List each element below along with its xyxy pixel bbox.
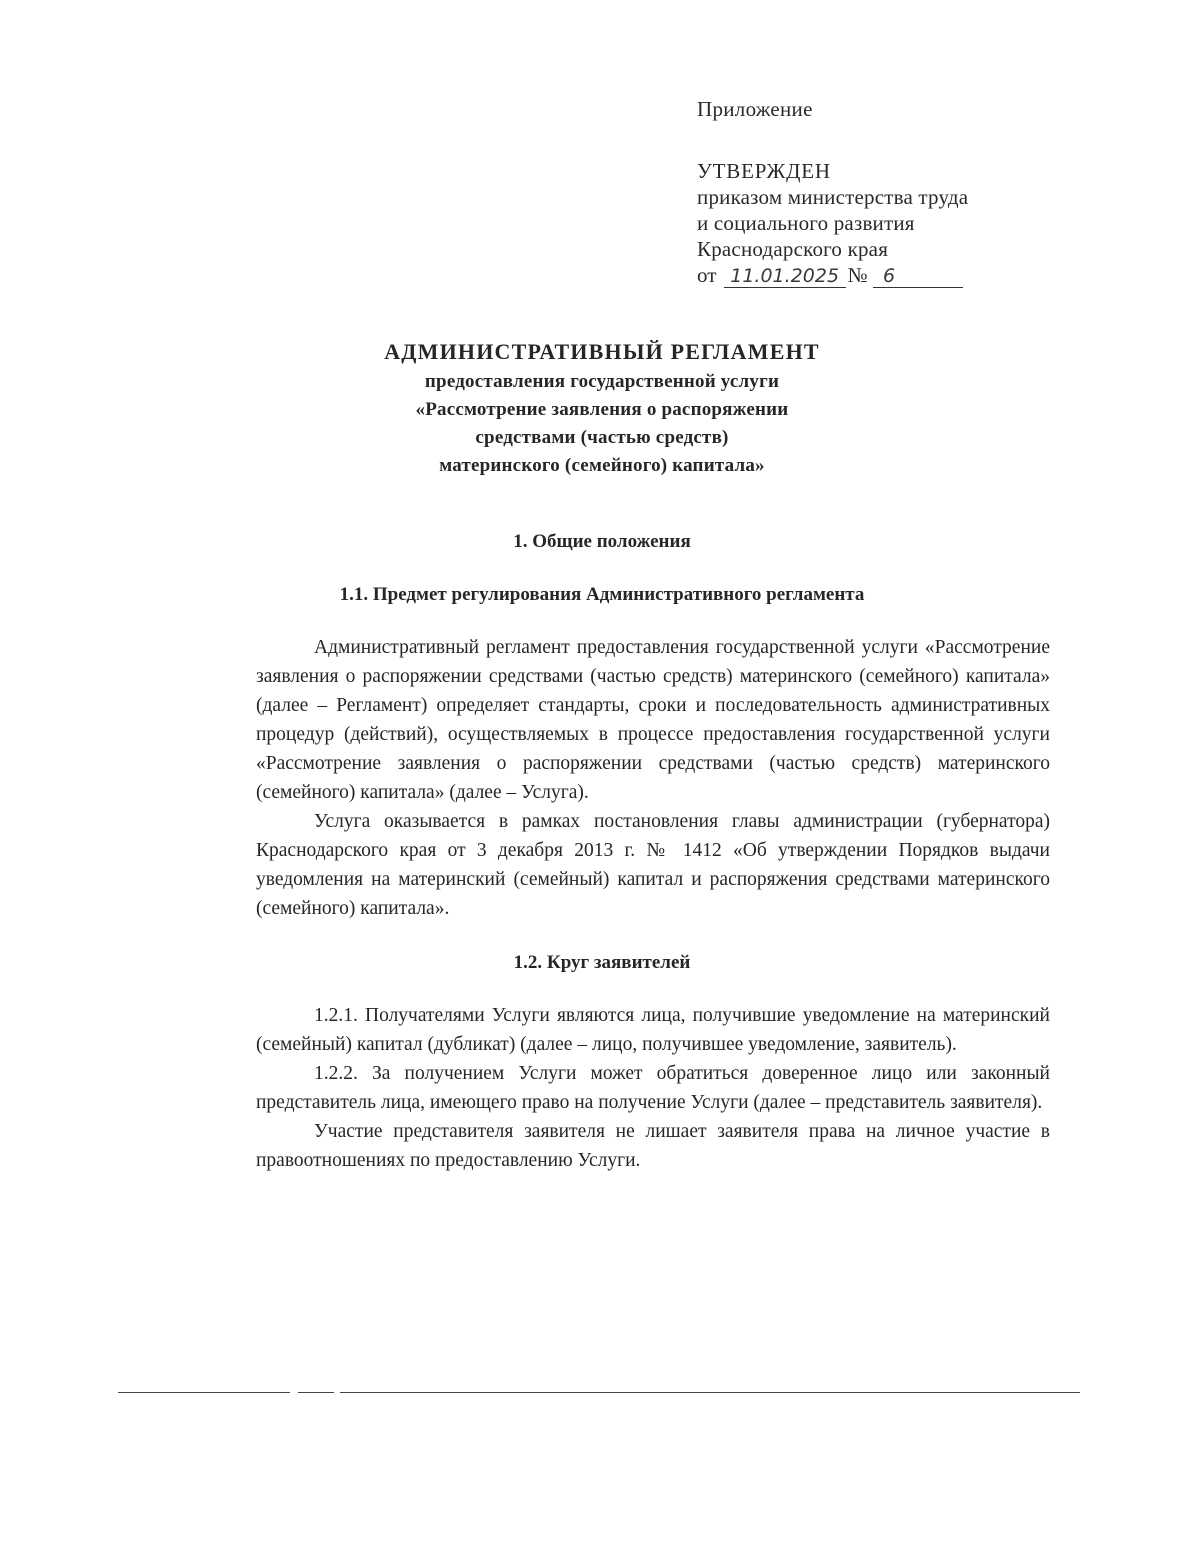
appendix-label: Приложение — [697, 97, 813, 121]
paragraph: Услуга оказывается в рамках постановления главы администрации (губернатора) Краснодарского края от 3 декабря 2013 г. № 1412 «Об утверждении Порядков выдачи уведомления на материнский (семейный) капитал и распоряжения средствами материнского (семейного) капитала». — [256, 811, 1050, 919]
section-heading-applicants: 1.2. Круг заявителей — [513, 952, 691, 973]
approved-label: УТВЕРЖДЕН — [697, 159, 831, 183]
title-line-3: средствами (частью средств) — [475, 427, 729, 448]
title-line-4: материнского (семейного) капитала» — [439, 455, 765, 476]
title-line-2: «Рассмотрение заявления о распоряжении — [415, 399, 789, 420]
handwritten-date: 11.01.2025 — [724, 265, 846, 288]
title-line-1: предоставления государственной услуги — [424, 371, 780, 392]
section-subject-body — [256, 633, 1050, 923]
approval-line-2: и социального развития — [697, 211, 915, 235]
number-sign: № — [847, 263, 868, 287]
footer-divider — [118, 1392, 1080, 1393]
handwritten-number: 6 — [873, 265, 963, 288]
paragraph: Административный регламент предоставления государственной услуги «Рассмотрение заявления о распоряжении средствами (частью средств) материнского (семейного) капитала» (далее – Регламент) определяет стандарты, сроки и последовательность административных процедур (действий), осуществляемых в процессе предоставления государственной услуги «Рассмотрение заявления о распоряжении средствами (частью средств) материнского (семейного) капитала» (далее – Услуга). — [256, 637, 1050, 803]
section-applicants-body — [256, 1001, 1050, 1175]
divider-gap — [334, 1390, 340, 1395]
approval-line-3: Краснодарского края — [697, 237, 889, 261]
paragraph: 1.2.2. За получением Услуги может обратиться доверенное лицо или законный представитель лица, имеющего право на получение Услуги (далее – представитель заявителя). — [256, 1063, 1050, 1113]
approval-block — [697, 96, 997, 288]
approval-date-line — [697, 262, 997, 288]
title-main: АДМИНИСТРАТИВНЫЙ РЕГЛАМЕНТ — [384, 339, 820, 364]
section-heading-subject: 1.1. Предмет регулирования Административного регламента — [339, 584, 865, 605]
section-heading-general: 1. Общие положения — [513, 531, 691, 552]
divider-gap — [290, 1390, 298, 1395]
paragraph: 1.2.1. Получателями Услуги являются лица, получившие уведомление на материнский (семейный) капитал (дубликат) (далее – лицо, получившее уведомление, заявитель). — [256, 1005, 1050, 1055]
document-title — [300, 338, 904, 480]
date-prefix: от — [697, 263, 717, 287]
paragraph: Участие представителя заявителя не лишает заявителя права на личное участие в правоотношениях по предоставлению Услуги. — [256, 1121, 1050, 1171]
approval-line-1: приказом министерства труда — [697, 185, 969, 209]
